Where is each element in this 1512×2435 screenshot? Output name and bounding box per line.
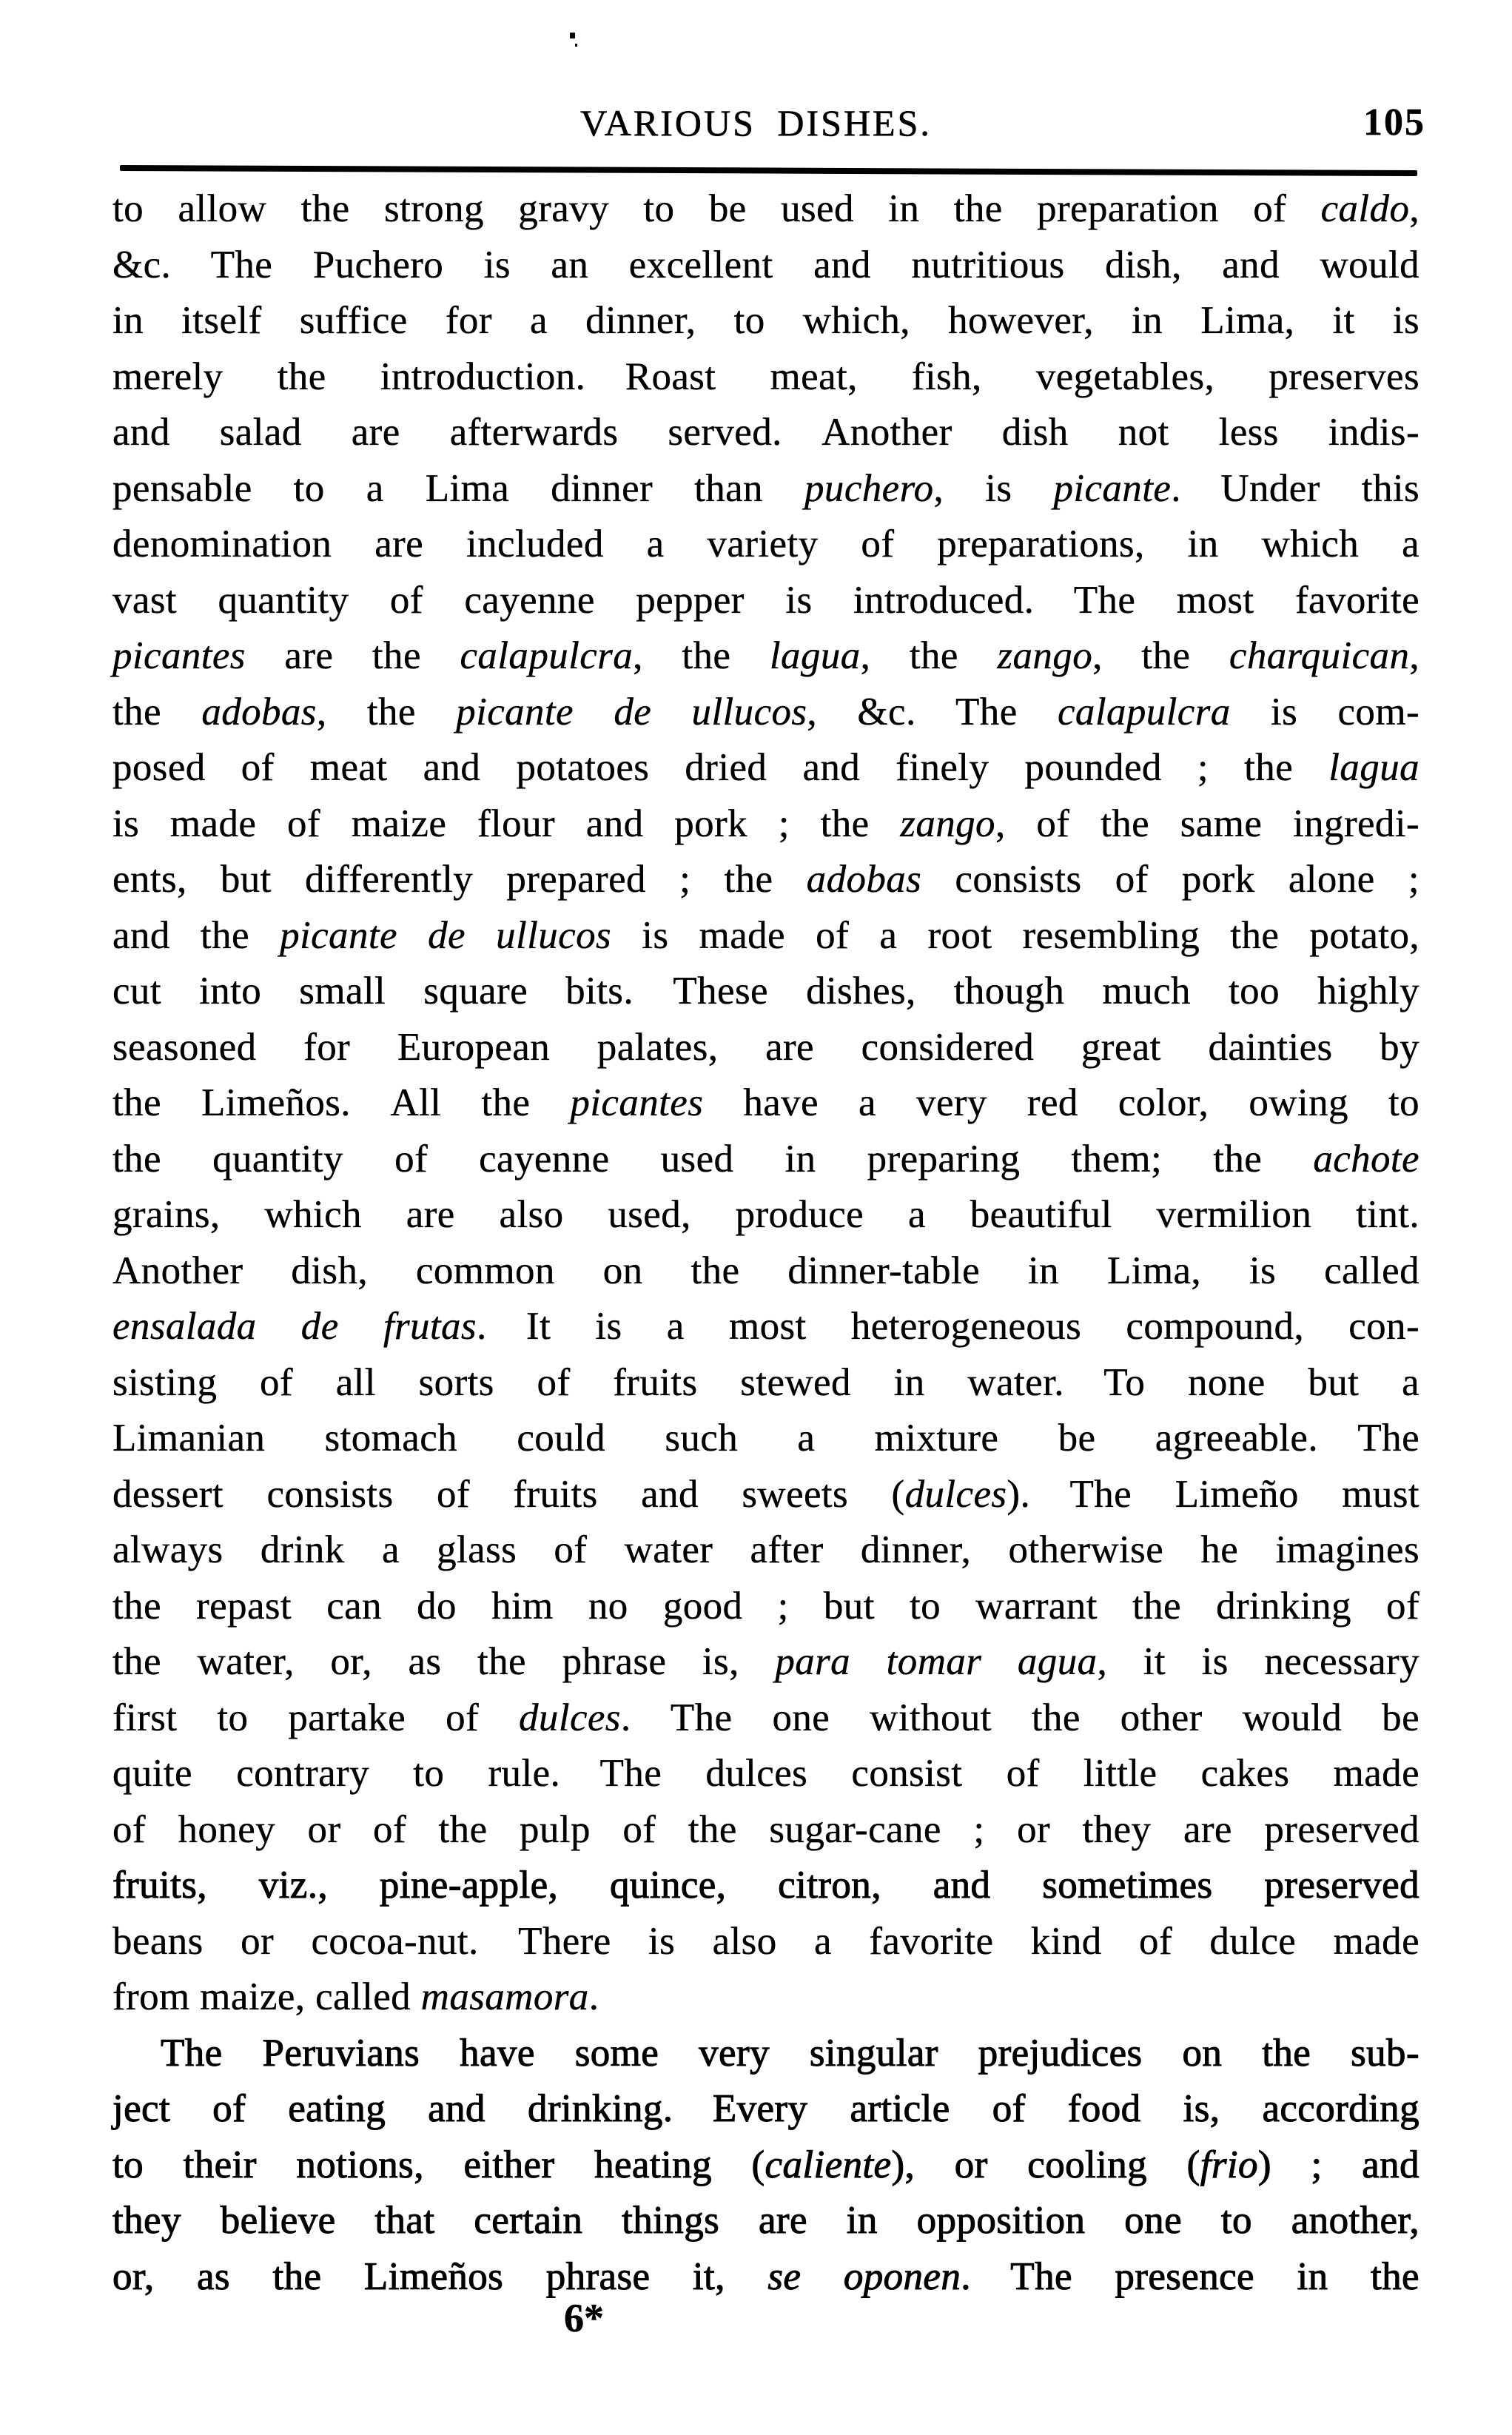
text-line: seasoned for European palates, are considered great dainties by <box>112 1025 1419 1069</box>
text-line: is made of maize flour and pork ; the zango, of the same ingredi- <box>112 802 1419 845</box>
page-number: 105 <box>1363 101 1425 144</box>
text-line: grains, which are also used, produce a beautiful vermilion tint. <box>112 1193 1419 1236</box>
text-line: The Peruvians have some very singular prejudices on the sub- <box>161 2031 1419 2075</box>
text-line: fruits, viz., pine-apple, quince, citron, and sometimes preserved <box>112 1864 1419 1907</box>
text-line: of honey or of the pulp of the sugar-cane ; or they are preserved <box>112 1807 1419 1851</box>
text-line: the water, or, as the phrase is, para tomar agua, it is necessary <box>112 1640 1419 1683</box>
text-line: the adobas, the picante de ullucos, &c. The calapulcra is com- <box>112 690 1419 733</box>
text-line: merely the introduction. Roast meat, fish, vegetables, preserves <box>112 355 1419 398</box>
text-line: beans or cocoa-nut. There is also a favorite kind of dulce made <box>112 1919 1419 1963</box>
text-line: and the picante de ullucos is made of a root resembling the potato, <box>112 913 1420 957</box>
divider-rule <box>120 165 1417 176</box>
text-line: posed of meat and potatoes dried and finely pounded ; the lagua <box>112 746 1419 789</box>
text-line: or, as the Limeños phrase it, se oponen. The presence in the <box>112 2254 1419 2298</box>
text-line: ensalada de frutas. It is a most heterogeneous compound, con- <box>112 1305 1419 1348</box>
text-line: Limanian stomach could such a mixture be agreeable. The <box>112 1417 1419 1460</box>
text-line: Another dish, common on the dinner-table in Lima, is called <box>112 1249 1419 1292</box>
text-line: vast quantity of cayenne pepper is introduced. The most favorite <box>112 578 1419 622</box>
text-line: sisting of all sorts of fruits stewed in water. To none but a <box>112 1360 1419 1404</box>
text-line: cut into small square bits. These dishes, though much too highly <box>112 970 1419 1012</box>
running-head-title: VARIOUS DISHES. <box>580 102 932 144</box>
text-line: the quantity of cayenne used in preparing them; the achote <box>112 1137 1419 1180</box>
text-line: from maize, called masamora. <box>112 1975 599 2018</box>
text-line: to allow the strong gravy to be used in the preparation of caldo, <box>112 187 1419 230</box>
text-line: the Limeños. All the picantes have a very red color, owing to <box>112 1081 1419 1124</box>
text-line: the repast can do him no good ; but to warrant the drinking of <box>112 1584 1419 1628</box>
text-line: dessert consists of fruits and sweets (dulces). The Limeño must <box>112 1472 1419 1516</box>
text-line: quite contrary to rule. The dulces consist of little cakes made <box>112 1752 1419 1795</box>
text-line: denomination are included a variety of preparations, in which a <box>112 523 1419 565</box>
text-line: ents, but differently prepared ; the adobas consists of pork alone ; <box>112 858 1419 901</box>
text-line: to their notions, either heating (caliente), or cooling (frio) ; and <box>112 2143 1419 2186</box>
text-line: pensable to a Lima dinner than puchero, is picante. Under this <box>112 466 1419 510</box>
text-line: and salad are afterwards served. Another dish not less indis- <box>112 411 1419 454</box>
ink-speck <box>570 33 575 38</box>
text-line: picantes are the calapulcra, the lagua, the zango, the charquican, <box>112 634 1420 677</box>
page-body <box>112 181 1419 2305</box>
text-line: in itself suffice for a dinner, to which, however, in Lima, it is <box>112 299 1419 342</box>
signature-mark: 6* <box>564 2296 604 2340</box>
text-line: ject of eating and drinking. Every article of food is, according <box>112 2087 1419 2130</box>
text-line: they believe that certain things are in opposition one to another, <box>112 2199 1419 2242</box>
text-line: first to partake of dulces. The one without the other would be <box>112 1696 1419 1739</box>
text-line: always drink a glass of water after dinner, otherwise he imagines <box>112 1528 1419 1571</box>
text-line: &c. The Puchero is an excellent and nutritious dish, and would <box>112 243 1419 286</box>
